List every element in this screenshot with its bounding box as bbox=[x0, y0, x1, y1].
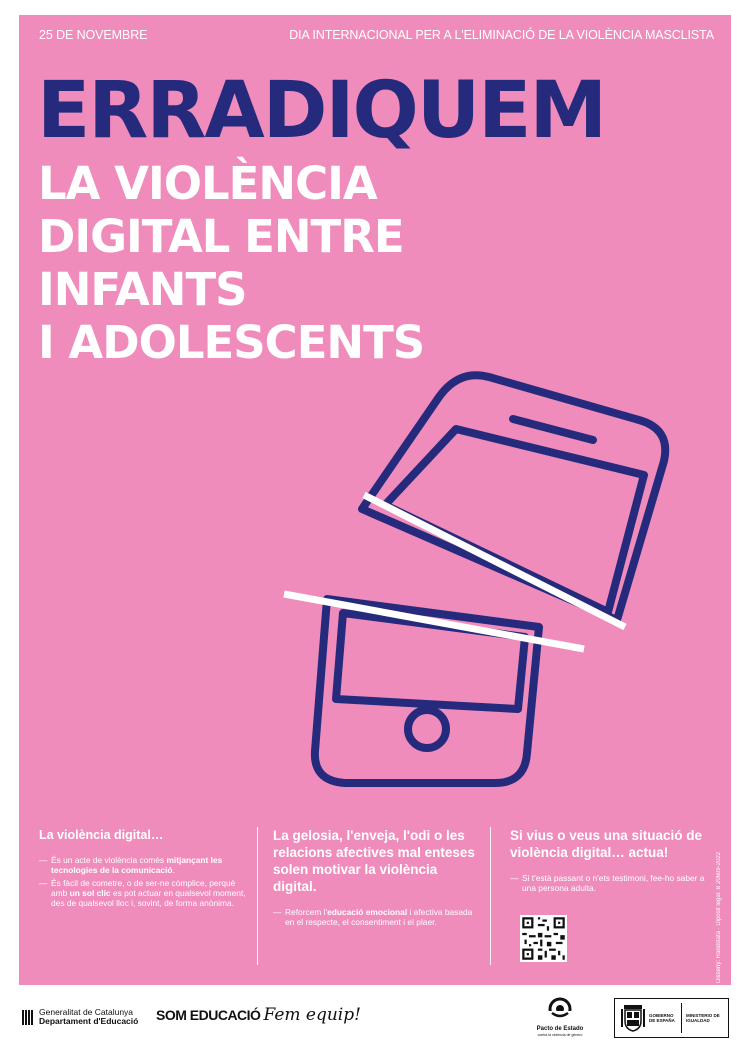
pacto-estado-icon bbox=[547, 997, 573, 1021]
info-column-3 bbox=[510, 827, 710, 896]
gobierno-logo bbox=[614, 998, 729, 1038]
column-title: Si vius o veus una situació de violència digital… actua! bbox=[510, 828, 703, 860]
qr-code-icon[interactable] bbox=[520, 915, 567, 962]
list-item: — És fàcil de cometre, o de ser-ne còmplice, perquè amb un sol clic es pot actuar en qualsevol moment, des de qualsevol lloc i, sovint, de forma anònima. bbox=[39, 878, 251, 908]
phone-home-button bbox=[408, 710, 446, 748]
date-label: 25 DE NOVEMBRE bbox=[39, 28, 148, 42]
list-item: — Si t'està passant o n'ets testimoni, fee-ho saber a una persona adulta. bbox=[510, 873, 710, 893]
phone-bottom-screen bbox=[336, 613, 525, 709]
column-title: La violència digital… bbox=[39, 828, 164, 842]
column-divider bbox=[257, 827, 258, 965]
headline-line: DIGITAL ENTRE bbox=[38, 210, 404, 263]
department-name: Departament d'Educació bbox=[39, 1016, 139, 1026]
occasion-label: DIA INTERNACIONAL PER A L'ELIMINACIÓ DE LA VIOLÈNCIA MASCLISTA bbox=[289, 28, 714, 42]
list-item: — És un acte de violència comès mitjançant les tecnologies de la comunicació. bbox=[39, 855, 251, 875]
headline-line: I ADOLESCENTS bbox=[38, 316, 425, 369]
fem-equip-text: Fem equip! bbox=[263, 1005, 361, 1025]
som-educacio-logo bbox=[156, 1005, 361, 1025]
list-item: — Reforcem l'educació emocional i afectiva basada en el respecte, el consentiment i el plaer. bbox=[273, 907, 483, 927]
credit-text: Disseny: Randstata · Dipòsit legal: B 20609-2022 bbox=[716, 851, 722, 983]
headline-line: LA VIOLÈNCIA bbox=[38, 157, 377, 210]
info-column-2 bbox=[273, 827, 483, 930]
gobierno-label: GOBIERNO DE ESPAÑA bbox=[649, 1012, 675, 1023]
pacto-estado-logo bbox=[530, 997, 590, 1037]
footer bbox=[0, 985, 749, 1044]
phone-top-screen bbox=[385, 429, 644, 612]
generalitat-name: Generalitat de Catalunya bbox=[39, 1007, 134, 1017]
phone-speaker bbox=[513, 419, 593, 440]
som-educacio-text: SOM EDUCACIÓ bbox=[156, 1007, 261, 1023]
headline-line: INFANTS bbox=[38, 263, 247, 316]
generalitat-icon bbox=[22, 1010, 35, 1025]
column-title: La gelosia, l'enveja, l'odi o les relacions afectives mal enteses solen motivar la violència digital. bbox=[273, 828, 475, 894]
ministerio-label: MINISTERIO DE IGUALDAD bbox=[686, 1012, 720, 1023]
pacto-sublabel: contra la violencia de género bbox=[537, 1033, 583, 1037]
coat-of-arms-icon bbox=[621, 1003, 645, 1033]
headline-main: ERRADIQUEM bbox=[37, 66, 606, 156]
poster bbox=[19, 15, 731, 985]
phone-top-body bbox=[362, 375, 665, 620]
pacto-label: Pacto de Estado bbox=[536, 1026, 584, 1032]
gov-divider bbox=[681, 1003, 682, 1033]
column-divider bbox=[490, 827, 491, 965]
generalitat-logo bbox=[22, 1008, 138, 1026]
info-column-1 bbox=[39, 827, 251, 911]
